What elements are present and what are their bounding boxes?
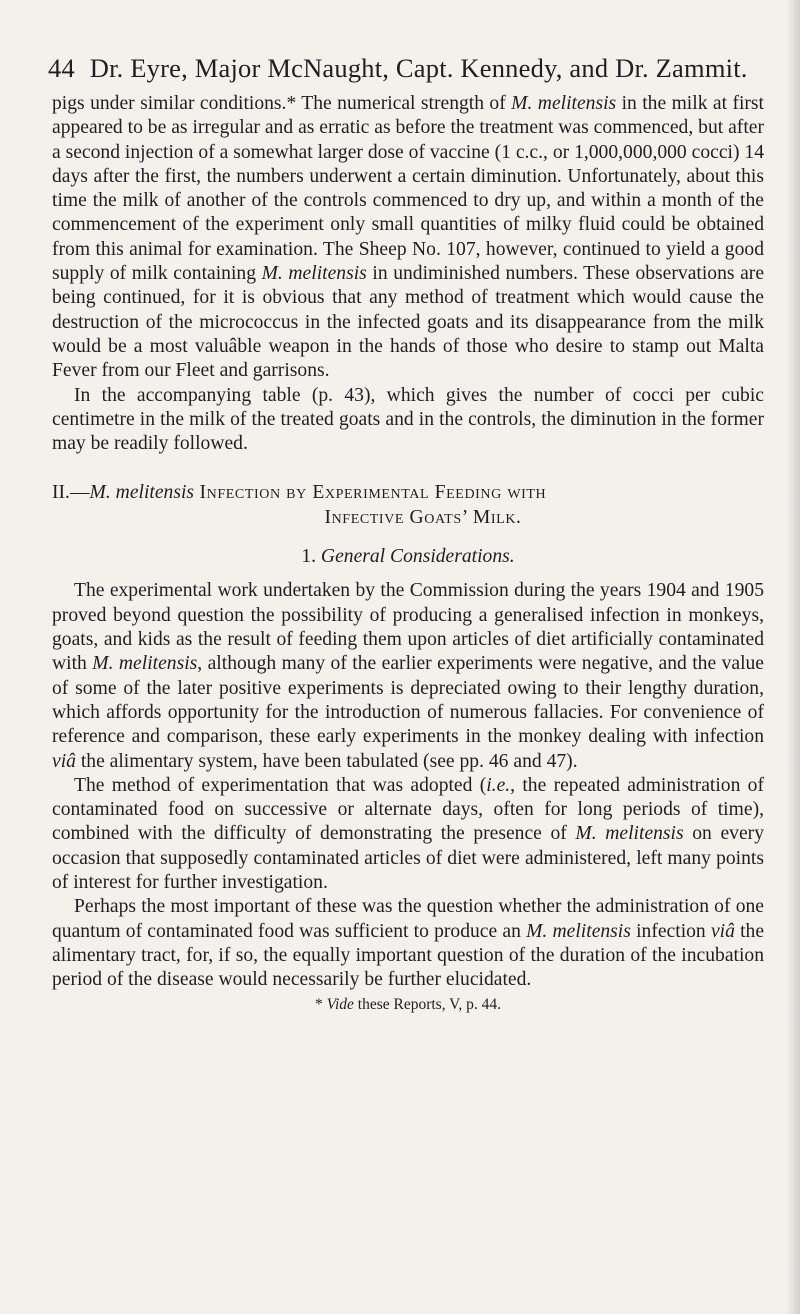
species-name: M. melitensis (92, 653, 198, 675)
paragraph-3-text-a: The experimental work undertaken by the Commission during the years 1904 and 1905 proved beyond question the possibility of producing a generalised infection in monkeys, goats, and kids as the result of feeding them upon articles of diet artificially contaminated with (52, 580, 764, 675)
paragraph-5-text-a: Perhaps the most important of these was the question whether the administration of one quantum of contaminated food was sufficient to produce an (52, 896, 764, 942)
paragraph-2: In the accompanying table (p. 43), which gives the number of cocci per cubic centimetre in the milk of the treated goats and in the controls, the diminution in the former may be readily followed. (52, 384, 764, 455)
subsection-heading (52, 544, 764, 569)
paragraph-1 (52, 92, 764, 384)
subsection-number: 1. (301, 546, 317, 568)
page-edge-shadow (786, 0, 800, 1314)
paragraph-3-text-b: , although many of the earlier experiments were negative, and the value of some of the later positive experiments is depreciated owing to their lengthy duration, which affords opportunity for the introduction of numerous fallacies. For convenience of reference and comparison, these early experiments in the monkey dealing with infection (52, 653, 765, 748)
section-heading-line-1 (52, 480, 764, 505)
document-page (48, 48, 765, 1015)
section-title-part-1: Infection by Experimental Feeding with (194, 482, 547, 504)
paragraph-3 (52, 579, 764, 773)
running-title: Dr. Eyre, Major McNaught, Capt. Kennedy, and Dr. Zammit. (89, 53, 748, 83)
paragraph-1-text-a: pigs under similar conditions.* The numerical strength of (52, 93, 512, 114)
subsection-title: General Considerations. (320, 546, 515, 568)
species-name: M. melitensis (526, 920, 631, 942)
paragraph-1-text-c: in undiminished numbers. These observations are being continued, for it is obvious that any method of treatment which would cause the destruction of the micrococcus in the infected goats and its disappearance from the milk would be a most valuâble weapon in the hands of those who desire to stamp out Malta Fever from our Fleet and garrisons. (52, 263, 765, 382)
paragraph-5-text-b: infection (630, 920, 711, 942)
species-name: M. melitensis (89, 482, 195, 504)
paragraph-4 (52, 774, 764, 895)
paragraph-4-text-c: on every occasion that supposedly contaminated articles of diet were administered, left many points of interest for further investigation. (52, 823, 764, 894)
footnote-marker: * (315, 995, 327, 1013)
paragraph-1-text-b: in the milk at first appeared to be as irregular and as erratic as before the treatment was commenced, but after a second injection of a somewhat larger dose of vaccine (1 c.c., or 1,000,000,000 cocci) 14 days after the first, the numbers underwent a certain diminution. Unfortunately, about this time the milk of another of the controls commenced to dry up, and within a month of the commencement of the experiment only small quantities of milky fluid could be obtained from this animal for examination. The Sheep No. 107, however, continued to yield a good supply of milk containing (52, 93, 765, 285)
paragraph-4-text-a: The method of experimentation that was adopted ( (74, 774, 487, 796)
species-name: M. melitensis (575, 823, 684, 845)
running-header (48, 48, 764, 88)
section-numeral: II.— (52, 482, 90, 504)
species-name: M. melitensis (511, 93, 617, 114)
section-heading (52, 480, 764, 530)
via-term: viâ (52, 750, 76, 772)
ie-term: i.e. (486, 774, 511, 796)
section-heading-line-2: Infective Goats’ Milk. (324, 507, 522, 529)
footnote (52, 995, 764, 1015)
via-term: viâ (710, 920, 735, 942)
paragraph-4-text-b: , the repeated administration of contaminated food on successive or alternate days, often for long periods of time), combined with the difficulty of demonstrating the presence of (52, 774, 764, 845)
paragraph-5-text-c: the alimentary tract, for, if so, the equally important question of the duration of the incubation period of the disease would necessarily be further elucidated. (52, 920, 765, 991)
page-number: 44 (48, 53, 75, 83)
footnote-vide: Vide (326, 995, 354, 1013)
paragraph-3-text-c: the alimentary system, have been tabulated (see pp. 46 and 47). (75, 750, 578, 772)
paragraph-5 (52, 895, 764, 992)
footnote-text: these Reports, V, p. 44. (353, 995, 501, 1013)
species-name: M. melitensis (261, 263, 367, 285)
